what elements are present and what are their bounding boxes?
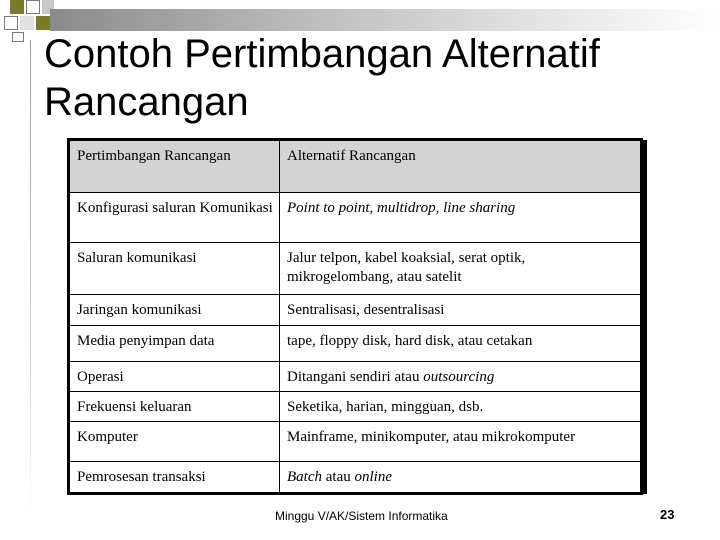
table-cell: Saluran komunikasi	[69, 243, 280, 295]
table-cell: Media penyimpan data	[69, 326, 280, 362]
cell-text-italic: online	[354, 469, 392, 485]
outline-square	[4, 16, 18, 30]
table-cell: Konfigurasi saluran Komunikasi	[69, 193, 280, 243]
table-cell: Komputer	[69, 422, 280, 462]
table-cell	[280, 462, 642, 494]
page-title: Contoh Pertimbangan Alternatif Rancangan	[44, 32, 600, 124]
light-gray-square	[20, 16, 34, 30]
left-rule	[30, 40, 31, 520]
cell-text: Ditangani sendiri atau	[287, 369, 424, 385]
header-cell: Alternatif Rancangan	[280, 140, 642, 193]
table-cell: Operasi	[69, 362, 280, 392]
table-cell	[280, 362, 642, 392]
table-cell: Sentralisasi, desentralisasi	[280, 295, 642, 326]
table-row	[69, 392, 642, 422]
table-cell: Mainframe, minikomputer, atau mikrokomputer	[280, 422, 642, 462]
design-alternatives-table	[67, 138, 643, 495]
table-row	[69, 326, 642, 362]
table-header-row	[69, 140, 642, 193]
outline-square	[12, 32, 24, 42]
header-gradient-bar	[50, 9, 720, 31]
header-cell: Pertimbangan Rancangan	[69, 140, 280, 193]
table-cell: Point to point, multidrop, line sharing	[280, 193, 642, 243]
olive-square	[36, 16, 50, 30]
cell-text-italic: Batch	[287, 469, 322, 485]
table-row	[69, 193, 642, 243]
table-row	[69, 422, 642, 462]
outline-square	[26, 0, 40, 14]
table-row	[69, 362, 642, 392]
cell-text: atau	[322, 469, 355, 485]
footer-text: Minggu V/AK/Sistem Informatika	[275, 509, 448, 523]
cell-text-italic: outsourcing	[423, 369, 495, 385]
table-row	[69, 295, 642, 326]
table-row	[69, 243, 642, 295]
page-number: 23	[660, 507, 675, 522]
table-cell: Jaringan komunikasi	[69, 295, 280, 326]
table-cell: tape, floppy disk, hard disk, atau cetakan	[280, 326, 642, 362]
table-cell: Frekuensi keluaran	[69, 392, 280, 422]
olive-square	[10, 0, 24, 14]
table-cell: Jalur telpon, kabel koaksial, serat optik, mikrogelombang, atau satelit	[280, 243, 642, 295]
table-cell: Seketika, harian, mingguan, dsb.	[280, 392, 642, 422]
table-cell: Pemrosesan transaksi	[69, 462, 280, 494]
table-row	[69, 462, 642, 494]
